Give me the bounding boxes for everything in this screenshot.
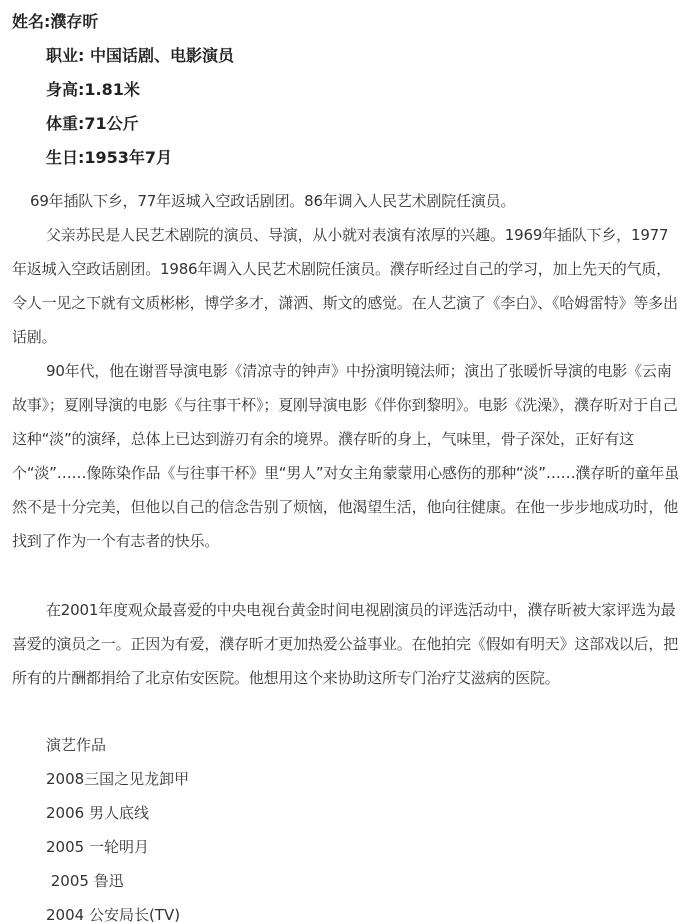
paragraph-films: 90年代，他在谢晋导演电影《清凉寺的钟声》中扮演明镜法师；演出了张暖忻导演的电影《云南故事》；夏刚导演的电影《与往事干杯》；夏刚导演电影《伴你到黎明》。电影《洗澡》，濮存昕对于自己这种“淡”的演绎，总体上已达到游刃有余的境界。濮存昕的身上，气味里，骨子深处，正好有这个“淡”……像陈染作品《与往事干杯》里“男人”对女主角蒙蒙用心感伤的那种“淡”……濮存昕的童年虽然不是十分完美，但他以自己的信念告别了烦恼，他渴望生活，他向往健康。在他一步步地成功时，他找到了作为一个有志者的快乐。 <box>12 362 680 550</box>
paragraph-awards: 在2001年度观众最喜爱的中央电视台黄金时间电视剧演员的评选活动中，濮存昕被大家评选为最喜爱的演员之一。正因为有爱，濮存昕才更加热爱公益事业。在他拍完《假如有明天》这部戏以后，把所有的片酬都捐给了北京佑安医院。他想用这个来协助这所专门治疗艾滋病的医院。 <box>12 601 679 687</box>
works-heading: 演艺作品 <box>46 736 107 754</box>
profile-birth: 生日:1953年7月 <box>46 148 173 167</box>
works-item: 2004 公安局长(TV) <box>46 906 181 922</box>
paragraph-intro: 69年插队下乡，77年返城入空政话剧团。86年调入人民艺术剧院任演员。 <box>30 192 516 210</box>
profile-name: 姓名:濮存昕 <box>12 12 99 31</box>
works-item: 2006 男人底线 <box>46 804 149 822</box>
works-item: 2005 鲁迅 <box>46 872 124 890</box>
works-item: 2008三国之见龙卸甲 <box>46 770 190 788</box>
works-item: 2005 一轮明月 <box>46 838 149 856</box>
profile-weight: 体重:71公斤 <box>46 114 139 133</box>
paragraph-family: 父亲苏民是人民艺术剧院的演员、导演，从小就对表演有浓厚的兴趣。1969年插队下乡，1977年返城入空政话剧团。1986年调入人民艺术剧院任演员。濮存昕经过自己的学习，加上先天的气质，令人一见之下就有文质彬彬，博学多才，潇洒、斯文的感觉。在人艺演了《李白》、《哈姆雷特》等多出话剧。 <box>12 226 678 346</box>
profile-occupation: 职业: 中国话剧、电影演员 <box>46 46 234 65</box>
profile-height: 身高:1.81米 <box>46 80 140 99</box>
